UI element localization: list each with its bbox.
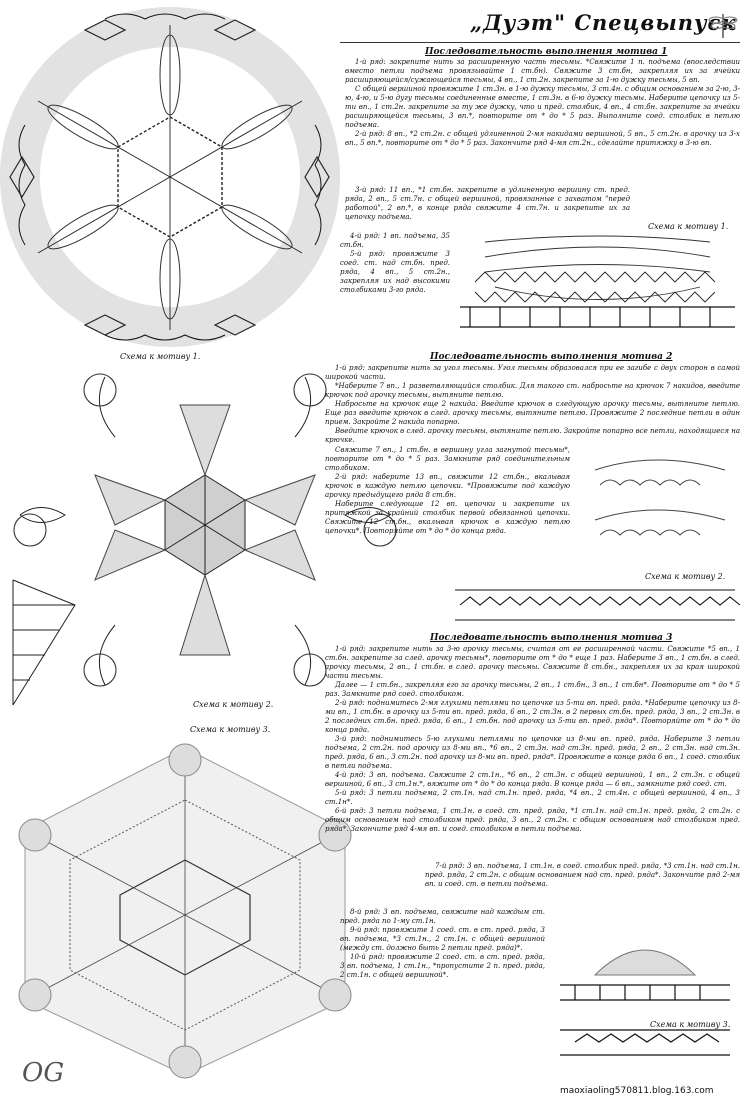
motif1-title: Последовательность выполнения мотива 1 [425, 47, 668, 57]
motif2-row1: 1-й ряд: закрепите нить за угол тесьмы. Угол тесьмы образовался при ее загибе с двух сторон в самой широкой части. [325, 364, 740, 381]
motif2-row2: 2-й ряд: наберите 13 вп., свяжите 12 ст.бн., вкалывая крючок в каждую петлю цепочки. *Провяжите под каждую арочку предыдущего ряда 8 ст.бн. [325, 473, 570, 499]
motif1-caption-right: Схема к мотиву 1. [648, 222, 729, 231]
motif2-side-scheme [5, 575, 80, 715]
motif2-row2b: Наберите следующие 12 вп. цепочки и закрепите их притяжкой за крайний столбик первой обвязанной цепочки. Свяжите 12 ст.бн., вкалывая крючок в каждую петлю цепочки*. Повторяйте от * до * до конца ряда. [325, 500, 570, 535]
motif3-row4: 4-й ряд: 3 вп. подъема. Свяжите 2 ст.1н., *6 вп., 2 ст.3н. с общей вершиной, 1 вп., 2 ст.3н. с общей вершиной, 6 вп., 3 ст.1н.*, вяжите от * до * до конца ряда. В конце ряда — 6 вп., замкните ряд соед. ст. [325, 771, 740, 788]
motif3-row3: 3-й ряд: поднимитесь 5-ю глухими петлями по цепочке из 8-ми вп. пред. ряда. Наберите 3 петли подъема, 2 ст.2н. под арочку из 8-ми вп., *6 вп., 2 ст.3н. над ст.3н. пред. ряда, 2 вп., 2 ст.3н. над ст.3н. пред. ряда, 6 вп., 3 ст.2н. под арочку из 8-ми вп. пред. ряда*. Провяжите в конце ряда 6 вп., 1 соед. столбик в петли подъема. [325, 735, 740, 770]
motif3-band-diagram [555, 930, 735, 1070]
motif3-text-low [340, 908, 545, 980]
motif2-row1c: Набросьте на крючок еще 2 накида. Введите крючок в следующую арочку тесьмы, вытяните петлю. Еще раз введите крючок в след. арочку тесьмы, вытяните петлю. Провяжите 2 последние петли в один прием. Закройте 2 накида попарно. [325, 400, 740, 426]
header-rule [340, 42, 740, 43]
dragonfly-icon [708, 12, 738, 40]
motif1-row4: 4-й ряд: 1 вп. подъема, 35 ст.бн. [340, 232, 450, 249]
motif1-row3: 3-й ряд: 11 вп., *1 ст.бн. закрепите в удлиненную вершину ст. пред. ряда, 2 вп., 5 ст.7н. с общей вершиной, провязанные с захватом "перед работой", 2 вп.*, в конце ряда свяжите 4 ст.7н. и закрепите их за цепочку подъема. [345, 186, 630, 221]
motif1-row2: 2-й ряд: 8 вп., *2 ст.2н. с общей удлиненной 2-мя накидами вершиной, 5 вп., 5 ст.2н. в арочку из 3-х вп., 5 вп.*, повторите от * до * 5 раз. Закончите ряд 4-мя ст.2н., сделайте притяжку в 3-ю вп. [345, 130, 740, 147]
motif1-band-diagram [455, 232, 740, 342]
motif2-title: Последовательность выполнения мотива 2 [430, 352, 673, 362]
motif1-row1: 1-й ряд: закрепите нить за расширенную часть тесьмы. *Свяжите 1 п. подъема (впоследствии вместо петли подъема провязывайте 1 ст.бн). Свяжите 3 ст.бн, закрепляя их за ячейки расширяющейся/сужающейся тесьмы, 4 вп., 1 ст.2н. закрепите за 1-ю дужку тесьмы, 5 вп. [345, 58, 740, 84]
motif1-row5: 5-й ряд: провяжите 3 соед. ст. над ст.бн. пред. ряда, 4 вп., 5 ст.2н., закрепляя их над высокими столбиками 3-го ряда. [340, 250, 450, 294]
motif3-row7: 7-й ряд: 3 вп. подъема, 1 ст.1н. в соед. столбик пред. ряда, *3 ст.1н. над ст.1н. пред. ряда, 2 ст.2н. с общим основанием над ст. пред. ряда*. Закончите ряд 2-мя вп. и соед. ст. в петли подъема. [425, 862, 740, 888]
motif3-row1: 1-й ряд: закрепите нить за 3-ю арочку тесьмы, считая от ее расширенной части. Свяжите *5 вп., 1 ст.бн. закрепите за след. арочку тесьмы*, повторите от * до * еще 1 раз. Наберите 3 вп., 1 ст.бн. в след. арочку тесьмы, 2 вп., 1 ст.бн. в след. арочку тесьмы. Свяжите 8 ст.бн., закрепляя их за края широкой части тесьмы. [325, 645, 740, 680]
motif3-diagram [0, 740, 370, 1080]
motif3-row2: 2-й ряд: поднимитесь 2-мя глухими петлями по цепочке из 5-ти вп. пред. ряда. *Наберите цепочку из 8-ми вп., 1 ст.бн. в арочку из 5-ти вп. пред. ряда, 6 вп., 2 ст.3н. в 2 первых ст.бн. пред. ряда, 3 вп., 2 ст.3н. в 2 последних ст.бн. пред. ряда, 6 вп., 1 ст.бн. под арочку из 5-ти вп. пред. ряда*. Повторяйте от * до * до конца ряда. [325, 699, 740, 734]
motif3-title: Последовательность выполнения мотива 3 [430, 633, 673, 643]
motif2-caption-right: Схема к мотиву 2. [645, 572, 726, 581]
motif3-row5: 5-й ряд: 3 петли подъема, 2 ст.1н. над ст.1н. пред. ряда, *4 вп., 2 ст.4н. с общей вершиной, 4 вп., 3 ст.1н*. [325, 789, 740, 806]
motif1-text-low [340, 232, 450, 295]
magazine-title: „Дуэт" Спецвыпуск [470, 10, 737, 35]
footer-logo [22, 1058, 64, 1088]
motif3-row8: 8-й ряд: 3 вп. подъема, свяжите над каждым ст. пред. ряда по 1-му ст.1н. [340, 908, 545, 925]
motif3-caption-right: Схема к мотиву 3. [650, 1020, 731, 1029]
magazine-header [470, 10, 740, 44]
motif2-row1e: Свяжите 7 вп., 1 ст.бн. в вершину угла загнутой тесьмы*, повторите от * до * 5 раз. Замкните ряд соединительным столбиком. [325, 446, 570, 472]
motif1-caption-left: Схема к мотиву 1. [120, 352, 201, 361]
footer-source: maoxiaoling570811.blog.163.com [560, 1086, 714, 1096]
motif3-row10: 10-й ряд: провяжите 2 соед. ст. в ст. пред. ряда, 3 вп. подъема, 1 ст.1н., *пропустите 2 п. пред. ряда, 2 ст.1н. с общей вершиной*. [340, 953, 545, 979]
motif2-band-diagram [575, 440, 740, 590]
motif3-caption-left: Схема к мотиву 3. [190, 725, 271, 734]
logo-letters: OG [22, 1058, 65, 1088]
motif2-caption-left: Схема к мотиву 2. [193, 700, 274, 709]
motif2-text-mid [325, 446, 570, 536]
motif3-row1b: Далее — 1 ст.бн., закрепляя его за арочку тесьмы, 2 вп., 1 ст.бн., 3 вп., 1 ст.бн*. Повторите от * до * 5 раз. Замкните ряд соед. столбиком. [325, 681, 740, 698]
motif1-row1b: С общей вершиной провяжите 1 ст.3н. в 1-ю дужку тесьмы, 3 ст.4н. с общим основанием за 2-ю, 3-ю, 4-ю, и 5-ю дугу тесьмы соединенные вместе, 1 ст.3н. в 6-ю дужку тесьмы. Наберите цепочку из 5-ти вп., 1 ст.2н. закрепите за ту же дужку, что и пред. столбик, 4 вп., 4 ст.бн. закрепите за ячейки расширяющейся тесьмы, 3 вп.*, повторите от * до * 5 раз. Выполните соед. столбик в петлю подъема. [345, 85, 740, 129]
motif1-text-mid [345, 186, 630, 222]
motif2-row1b: *Наберите 7 вп., 1 разветвляющийся столбик. Для такого ст. набросьте на крючок 7 накидов, введите крючок под арочку тесьмы, вытяните петлю. [325, 382, 740, 399]
motif1-diagram [5, 5, 335, 350]
motif1-text-top [345, 58, 740, 148]
motif3-row6: 6-й ряд: 3 петли подъема, 1 ст.1н. в соед. ст. пред. ряда, *1 ст.1н. над ст.1н. пред. ряда, 2 ст.2н. с общим основанием над столбиком пред. ряда, 3 вп., 2 ст.2н. с общим основанием над столбиком пред. ряда*. Закончите ряд 4-мя вп. и соед. столбиком в петли подъема. [325, 807, 740, 833]
motif3-row9: 9-й ряд: провяжите 1 соед. ст. в ст. пред. ряда, 3 вп. подъема, *3 ст.1н., 2 ст.1н. с общей вершиной (между ст. должно быть 2 петли пред. ряда)*. [340, 926, 545, 952]
motif3-text-top [325, 645, 740, 834]
motif3-text-mid [425, 862, 740, 889]
motif2-row1d: Введите крючок в след. арочку тесьмы, вытяните петлю. Закройте попарно все петли, находящиеся на крючке. [325, 427, 740, 444]
motif2-band-lower [450, 585, 740, 625]
motif2-text-top [325, 364, 740, 445]
